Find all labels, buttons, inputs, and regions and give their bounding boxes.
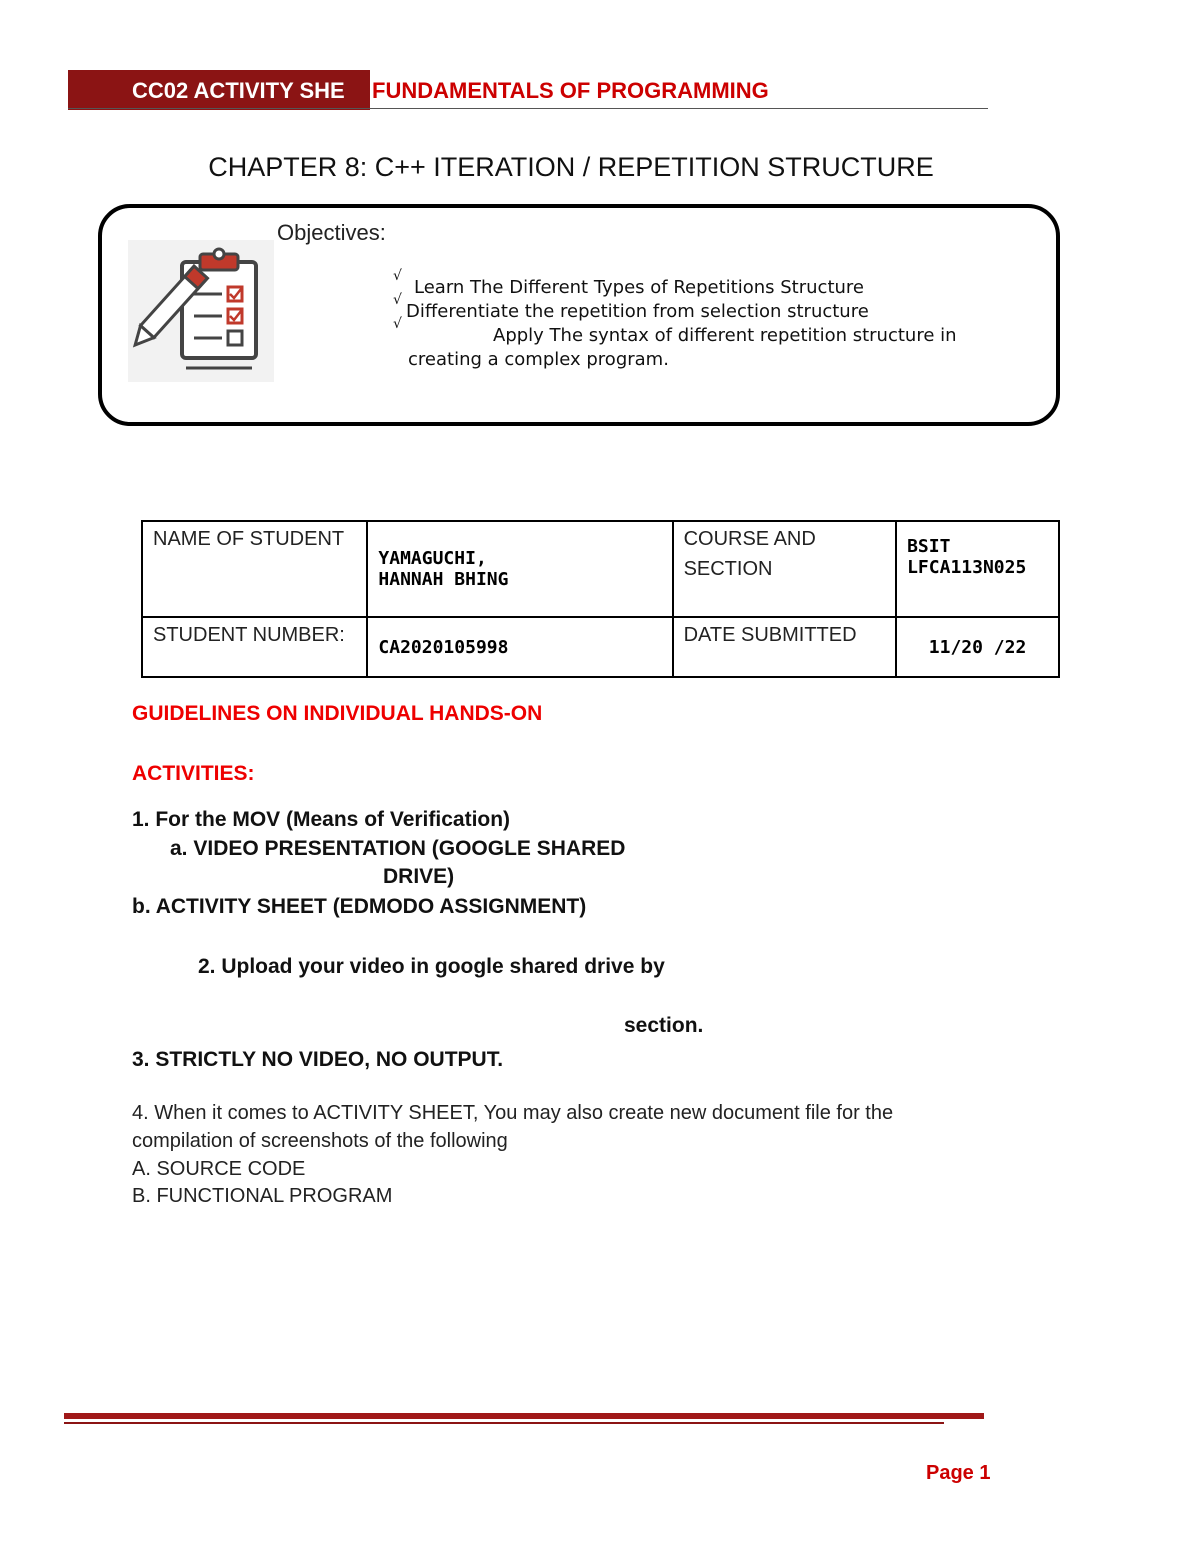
activity-item-1a: a. VIDEO PRESENTATION (GOOGLE SHARED bbox=[170, 837, 626, 860]
student-info-table bbox=[141, 520, 1060, 678]
student-number-value: CA2020105998 bbox=[367, 617, 672, 677]
activity-item-4-cont: compilation of screenshots of the following bbox=[132, 1130, 508, 1152]
activity-item-4a: A. SOURCE CODE bbox=[132, 1158, 306, 1180]
header-subject: FUNDAMENTALS OF PROGRAMMING bbox=[372, 78, 769, 103]
objective-item: Learn The Different Types of Repetitions Structure bbox=[414, 277, 864, 298]
objective-item: Differentiate the repetition from selection structure bbox=[406, 301, 869, 322]
activity-item-1b: b. ACTIVITY SHEET (EDMODO ASSIGNMENT) bbox=[132, 895, 587, 918]
objective-continuation: creating a complex program. bbox=[408, 349, 669, 370]
header-divider bbox=[68, 108, 988, 109]
guidelines-heading: GUIDELINES ON INDIVIDUAL HANDS-ON bbox=[132, 702, 543, 725]
activity-item-3: 3. STRICTLY NO VIDEO, NO OUTPUT. bbox=[132, 1048, 504, 1071]
activity-item-2-cont: section. bbox=[624, 1014, 704, 1037]
objectives-title: Objectives: bbox=[277, 220, 386, 245]
date-submitted-value: 11/20 /22 bbox=[896, 617, 1059, 677]
page-number: Page 1 bbox=[926, 1462, 991, 1484]
footer-divider bbox=[64, 1413, 984, 1419]
activities-heading: ACTIVITIES: bbox=[132, 762, 255, 785]
activity-item-2: 2. Upload your video in google shared drive by bbox=[198, 955, 665, 978]
header-course-code: CC02 ACTIVITY SHE bbox=[132, 78, 345, 103]
name-label: NAME OF STUDENT bbox=[142, 521, 367, 617]
footer-divider-thin bbox=[64, 1422, 944, 1424]
activity-item-4: 4. When it comes to ACTIVITY SHEET, You may also create new document file for the bbox=[132, 1102, 894, 1124]
chapter-title: CHAPTER 8: C++ ITERATION / REPETITION STRUCTURE bbox=[208, 152, 934, 182]
check-mark-icon: √ bbox=[393, 292, 402, 308]
check-mark-icon: √ bbox=[393, 268, 402, 284]
course-label: COURSE AND SECTION bbox=[673, 521, 897, 617]
course-value-line2: LFCA113N025 bbox=[907, 557, 1027, 578]
checklist-clipboard-icon bbox=[128, 240, 274, 382]
course-value-line1: BSIT bbox=[907, 536, 951, 557]
name-value-line1: YAMAGUCHI, bbox=[378, 548, 487, 569]
activity-item-1a-cont: DRIVE) bbox=[383, 865, 455, 888]
check-mark-icon: √ bbox=[393, 316, 402, 332]
student-number-label: STUDENT NUMBER: bbox=[142, 617, 367, 677]
course-value bbox=[896, 521, 1059, 617]
name-value bbox=[367, 521, 672, 617]
date-submitted-label: DATE SUBMITTED bbox=[673, 617, 897, 677]
activity-item-1: 1. For the MOV (Means of Verification) bbox=[132, 808, 511, 831]
name-value-line2: HANNAH BHING bbox=[378, 569, 509, 590]
objective-item: Apply The syntax of different repetition structure in bbox=[493, 325, 957, 346]
activity-item-4b: B. FUNCTIONAL PROGRAM bbox=[132, 1185, 393, 1207]
